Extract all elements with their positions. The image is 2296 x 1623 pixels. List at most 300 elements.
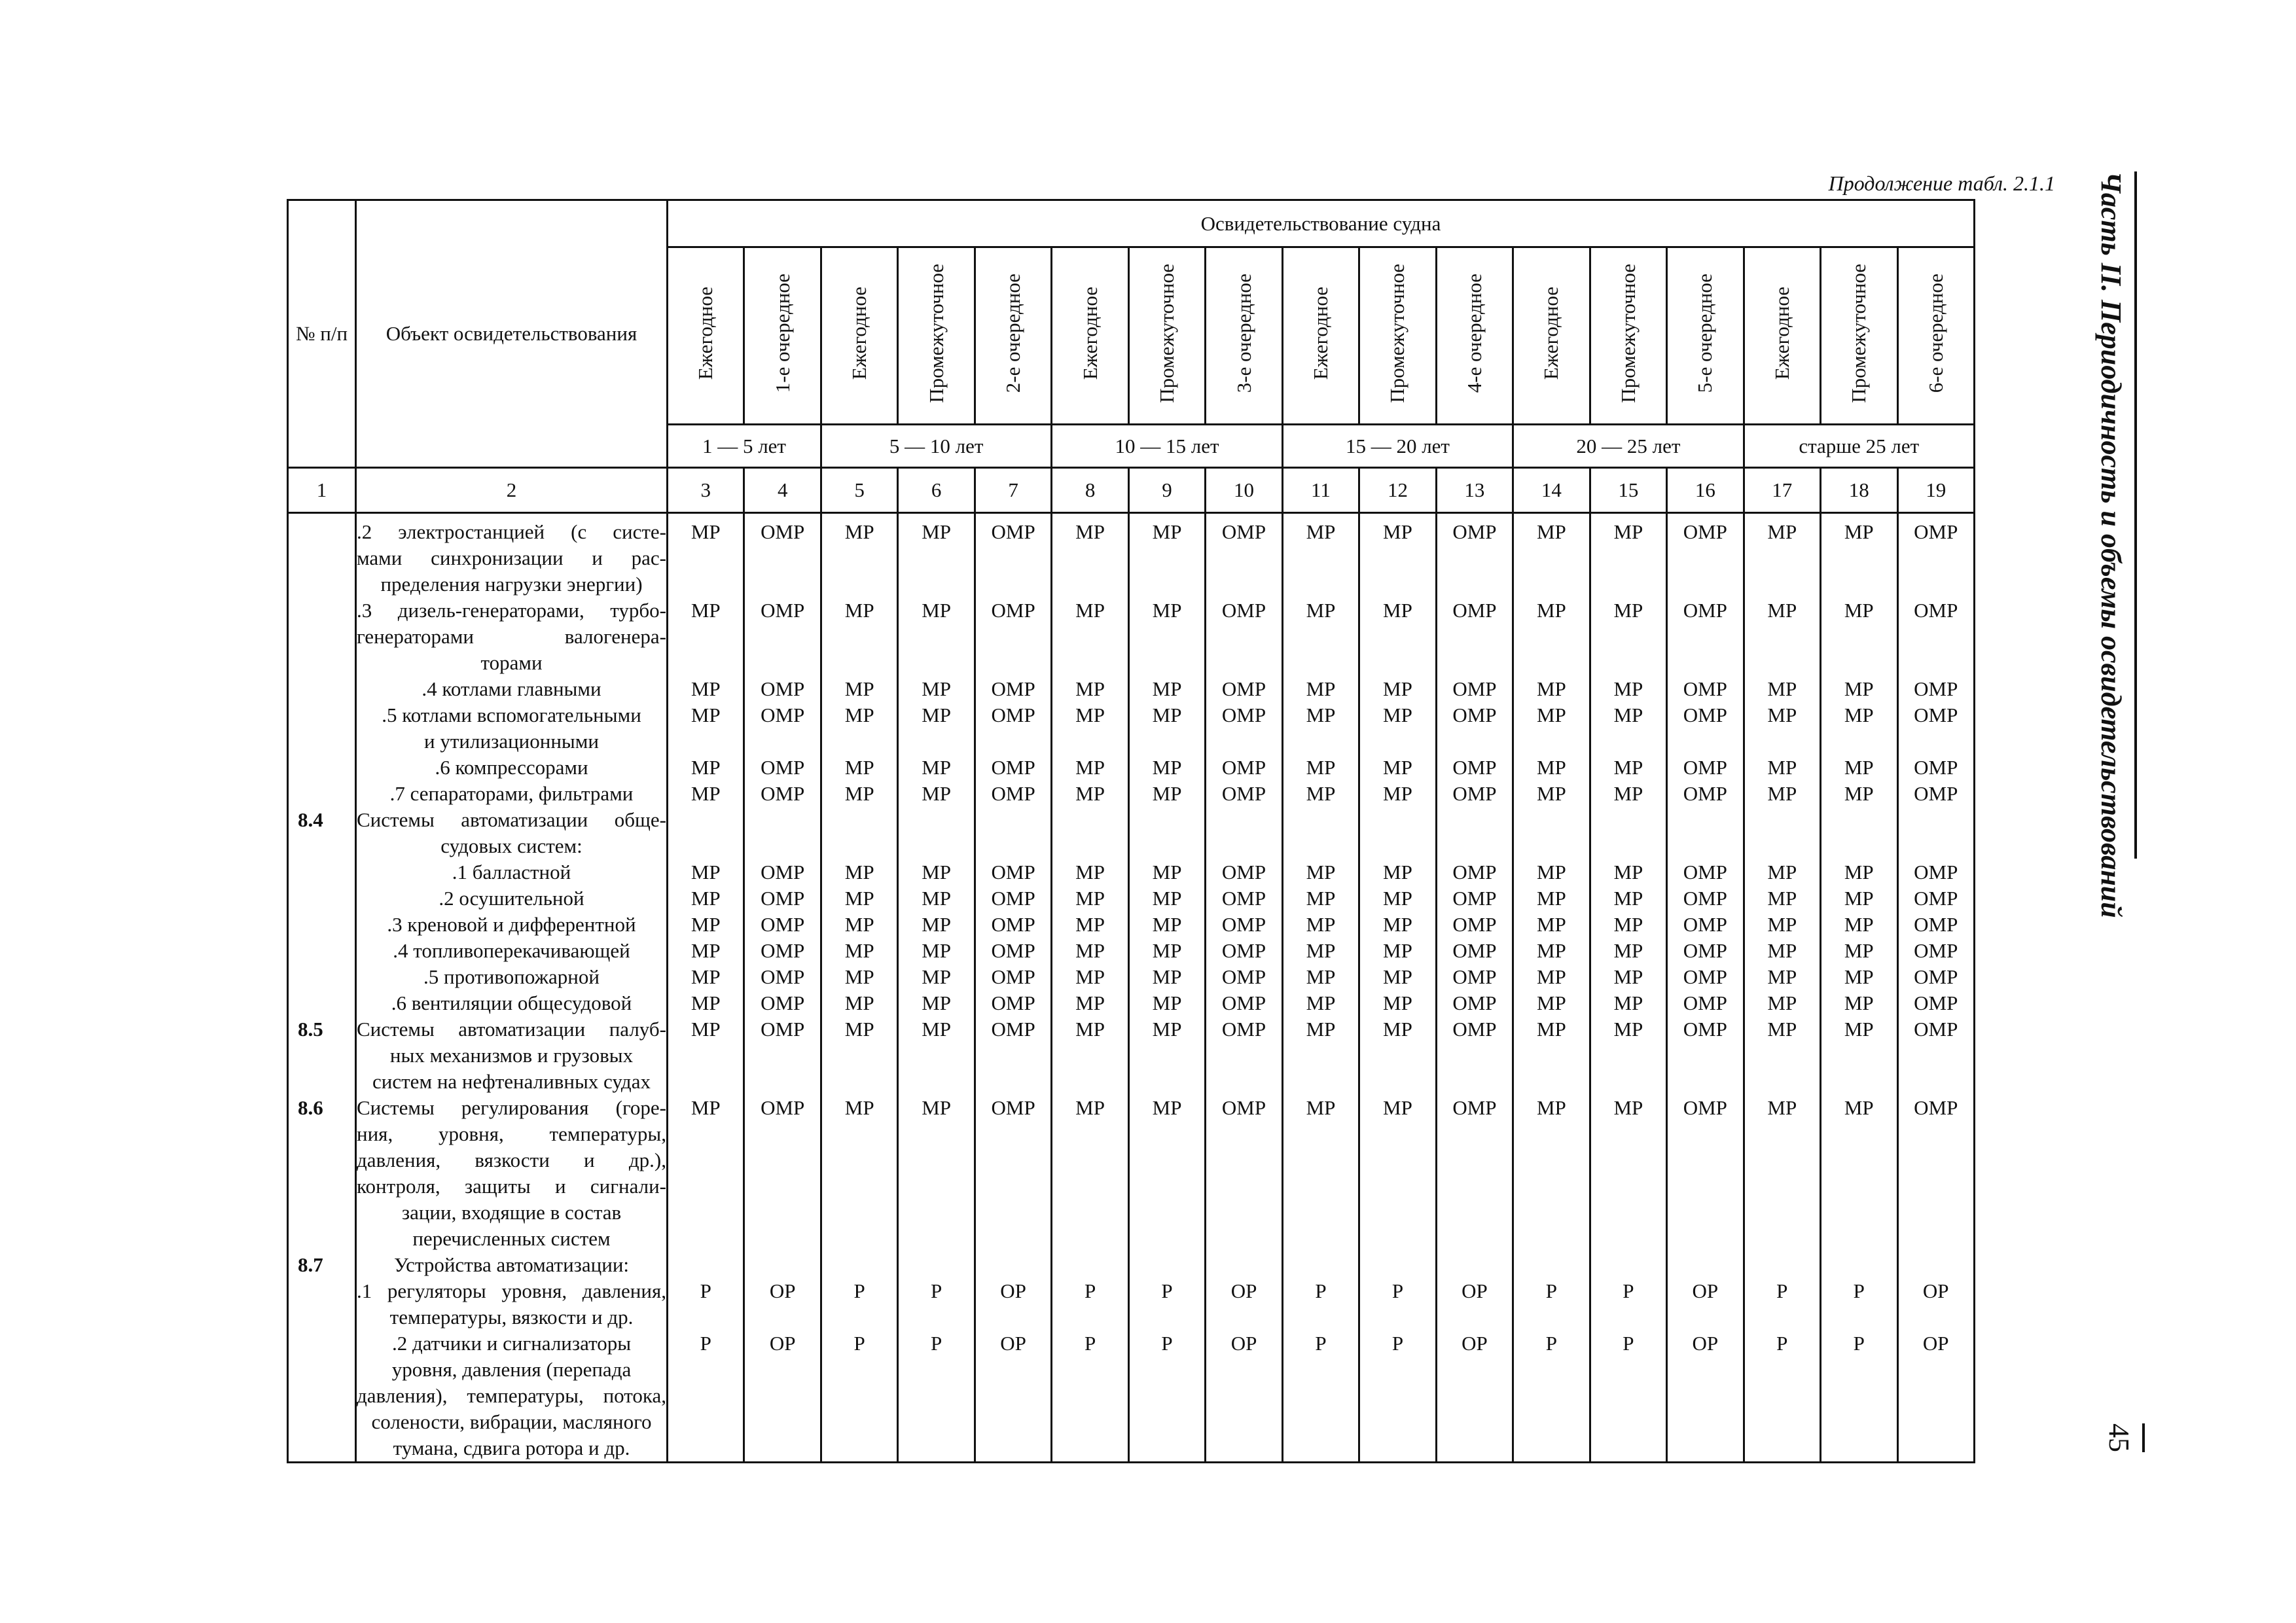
survey-value: [1899, 1383, 1974, 1409]
survey-type-header: [821, 247, 897, 425]
item-number: [289, 702, 355, 728]
survey-value: МР: [1075, 756, 1105, 779]
item-number: [289, 1330, 355, 1357]
survey-value-column: [1897, 513, 1975, 1463]
item-text-line: .6 вентиляции общесудовой: [391, 991, 632, 1014]
column-number: 16: [1667, 468, 1744, 513]
survey-value-column: [1359, 513, 1436, 1463]
survey-value: ОМР: [1452, 1096, 1497, 1119]
survey-value: [1591, 833, 1666, 859]
survey-value: ОМР: [1914, 756, 1958, 779]
survey-value: [1591, 571, 1666, 597]
survey-value: [822, 1147, 897, 1173]
item-number: [289, 912, 355, 938]
survey-type-header: [1206, 247, 1282, 425]
survey-value: МР: [844, 599, 874, 622]
survey-value: МР: [1767, 913, 1797, 936]
survey-value: [1821, 1357, 1896, 1383]
survey-value: МР: [1306, 1018, 1336, 1041]
survey-value: ОМР: [1452, 677, 1497, 700]
item-number: [289, 1226, 355, 1252]
column-number: 4: [744, 468, 821, 513]
item-text-line: зации, входящие в состав: [401, 1201, 622, 1224]
survey-value: [1437, 1069, 1512, 1095]
survey-value: [745, 833, 819, 859]
survey-value: [1052, 1043, 1127, 1069]
survey-value: МР: [1075, 704, 1105, 726]
item-number: [289, 1357, 355, 1383]
survey-value: ОМР: [1452, 913, 1497, 936]
survey-value: [668, 1357, 743, 1383]
survey-value: [976, 1357, 1050, 1383]
survey-value: [745, 545, 819, 571]
survey-value: МР: [1306, 677, 1336, 700]
survey-type-label: 4-е очередное: [1462, 273, 1486, 393]
survey-value: [1591, 1069, 1666, 1095]
item-text-line: .5 противопожарной: [423, 965, 600, 988]
survey-value: [1360, 545, 1435, 571]
survey-value: МР: [1844, 1018, 1874, 1041]
survey-value: ОМР: [991, 939, 1035, 962]
survey-value: [1514, 833, 1588, 859]
survey-value: МР: [1536, 520, 1566, 543]
survey-value: Р: [1776, 1279, 1788, 1302]
survey-value: [1591, 1121, 1666, 1147]
survey-value: [1668, 1435, 1742, 1461]
survey-value: МР: [1767, 782, 1797, 805]
survey-value: [1821, 833, 1896, 859]
survey-value-column: [1436, 513, 1513, 1463]
survey-value: [1668, 1252, 1742, 1278]
survey-value: [976, 1043, 1050, 1069]
survey-value: ОМР: [1221, 599, 1266, 622]
survey-value: ОМР: [1914, 887, 1958, 910]
survey-value: [1821, 1383, 1896, 1409]
survey-value: МР: [1075, 991, 1105, 1014]
survey-value-column: [1513, 513, 1590, 1463]
survey-value: [1821, 624, 1896, 650]
survey-value: [1591, 728, 1666, 755]
survey-value: [899, 833, 973, 859]
survey-value: [1437, 1435, 1512, 1461]
survey-value: МР: [1536, 965, 1566, 988]
survey-value: [1899, 1121, 1974, 1147]
survey-value: ОМР: [991, 599, 1035, 622]
survey-value: [1899, 571, 1974, 597]
item-number-column: [288, 513, 356, 1463]
survey-value: МР: [691, 756, 721, 779]
survey-value: [976, 728, 1050, 755]
survey-value: [668, 833, 743, 859]
survey-value: МР: [1536, 991, 1566, 1014]
survey-value: [1360, 1147, 1435, 1173]
survey-value: [1283, 1304, 1358, 1330]
survey-value: [1668, 1383, 1742, 1409]
survey-value: МР: [691, 939, 721, 962]
survey-type-label: 6-е очередное: [1924, 273, 1947, 393]
survey-value: МР: [1306, 520, 1336, 543]
survey-value: [1591, 545, 1666, 571]
survey-value: ОМР: [1452, 939, 1497, 962]
survey-value: МР: [1383, 756, 1412, 779]
survey-value: [1052, 1435, 1127, 1461]
survey-value: [1668, 571, 1742, 597]
survey-value: [1514, 807, 1588, 833]
survey-value: [1514, 1435, 1588, 1461]
survey-value: [1821, 807, 1896, 833]
survey-value: ОМР: [1452, 599, 1497, 622]
survey-value: МР: [922, 782, 952, 805]
survey-value: ОР: [1462, 1279, 1488, 1302]
survey-type-label: 2-е очередное: [1001, 273, 1025, 393]
item-text-line: давления, вязкости и др.),: [357, 1149, 666, 1171]
survey-value: МР: [1152, 965, 1182, 988]
survey-value: [1668, 1226, 1742, 1252]
survey-value: [1745, 1304, 1820, 1330]
survey-value: ОМР: [991, 861, 1035, 883]
survey-value: МР: [691, 677, 721, 700]
survey-value: [1283, 728, 1358, 755]
item-number: 8.6: [298, 1096, 323, 1119]
survey-value: [1899, 1252, 1974, 1278]
survey-value: [1668, 545, 1742, 571]
survey-value-column: [1590, 513, 1666, 1463]
column-number: 5: [821, 468, 897, 513]
survey-value: МР: [1306, 704, 1336, 726]
survey-value: [1130, 650, 1204, 676]
column-number: 7: [975, 468, 1051, 513]
survey-value: [822, 1200, 897, 1226]
survey-value: [1283, 833, 1358, 859]
survey-value: [1668, 1147, 1742, 1173]
survey-value: [1437, 650, 1512, 676]
survey-value: ОМР: [761, 861, 805, 883]
survey-value: МР: [1152, 704, 1182, 726]
survey-value: ОР: [1230, 1279, 1257, 1302]
survey-value: [1437, 1121, 1512, 1147]
survey-value: МР: [1844, 677, 1874, 700]
survey-value: [1745, 571, 1820, 597]
survey-value: [1206, 571, 1281, 597]
item-number: [289, 545, 355, 571]
survey-value: [1360, 728, 1435, 755]
survey-value: [1052, 1121, 1127, 1147]
survey-value: МР: [1152, 887, 1182, 910]
survey-value: [976, 624, 1050, 650]
survey-value: МР: [1767, 599, 1797, 622]
item-number: [289, 1435, 355, 1461]
survey-value: [745, 1383, 819, 1409]
survey-value: [899, 545, 973, 571]
survey-value: [899, 1226, 973, 1252]
item-text-line: судовых систем:: [440, 834, 583, 857]
age-group-header: 15 — 20 лет: [1282, 425, 1513, 468]
survey-value: Р: [1084, 1332, 1096, 1355]
survey-value: [822, 807, 897, 833]
survey-value: Р: [1853, 1279, 1865, 1302]
item-text-line: систем на нефтеналивных судах: [372, 1070, 651, 1093]
survey-type-header: [1436, 247, 1513, 425]
survey-value: [1206, 1304, 1281, 1330]
survey-value: [1206, 728, 1281, 755]
survey-value: [976, 1435, 1050, 1461]
survey-value: ОР: [769, 1332, 796, 1355]
survey-type-label: Промежуточное: [924, 263, 948, 403]
survey-value: [1668, 650, 1742, 676]
survey-value: [1821, 1304, 1896, 1330]
survey-value: [1514, 1226, 1588, 1252]
survey-value-column: [1282, 513, 1359, 1463]
survey-value: Р: [1623, 1332, 1634, 1355]
survey-value: МР: [1306, 887, 1336, 910]
survey-type-header: [898, 247, 975, 425]
survey-value: [1745, 1383, 1820, 1409]
survey-value: [1514, 1304, 1588, 1330]
survey-value: [1591, 1435, 1666, 1461]
survey-value: [1668, 728, 1742, 755]
survey-type-header: [1052, 247, 1128, 425]
survey-value: МР: [1075, 1096, 1105, 1119]
survey-value: ОМР: [991, 913, 1035, 936]
survey-value: ОМР: [761, 939, 805, 962]
survey-value: [822, 833, 897, 859]
survey-value: [1745, 624, 1820, 650]
column-number: 19: [1897, 468, 1975, 513]
survey-value: МР: [1844, 887, 1874, 910]
survey-value: [1206, 1357, 1281, 1383]
survey-value: [1052, 1147, 1127, 1173]
survey-type-header: [1897, 247, 1975, 425]
survey-value: МР: [1767, 1096, 1797, 1119]
survey-value: [1052, 833, 1127, 859]
survey-value: [1821, 1173, 1896, 1200]
survey-value: [1514, 624, 1588, 650]
survey-value: [1130, 624, 1204, 650]
item-text-line: .2 электростанцией (с систе-: [357, 520, 666, 543]
item-number: [289, 1278, 355, 1304]
survey-value: МР: [1767, 887, 1797, 910]
age-group-header: старше 25 лет: [1744, 425, 1974, 468]
survey-value: МР: [922, 1018, 952, 1041]
survey-value: [822, 1252, 897, 1278]
survey-value: ОМР: [991, 1096, 1035, 1119]
item-text-line: .2 осушительной: [439, 887, 584, 910]
survey-value: ОМР: [1914, 599, 1958, 622]
survey-value: [1899, 650, 1974, 676]
survey-value-column: [744, 513, 821, 1463]
item-number: [289, 964, 355, 990]
survey-value: ОМР: [1683, 913, 1727, 936]
survey-value: ОМР: [1452, 887, 1497, 910]
survey-value: МР: [1383, 704, 1412, 726]
survey-value-column: [821, 513, 897, 1463]
item-text-line: тумана, сдвига ротора и др.: [393, 1436, 630, 1459]
page-number: 45: [2102, 1423, 2145, 1452]
survey-value: [1821, 571, 1896, 597]
survey-value: МР: [691, 887, 721, 910]
item-text-line: .5 котлами вспомогательными: [382, 704, 641, 726]
survey-value: [1360, 1409, 1435, 1435]
survey-value: ОМР: [991, 887, 1035, 910]
survey-value: МР: [691, 991, 721, 1014]
survey-type-header: [744, 247, 821, 425]
item-text-line: .1 балластной: [452, 861, 571, 883]
survey-value: МР: [1613, 1018, 1643, 1041]
age-group-header: 5 — 10 лет: [821, 425, 1051, 468]
survey-value: [1745, 545, 1820, 571]
item-number: [289, 1200, 355, 1226]
survey-value-column: [1821, 513, 1897, 1463]
survey-value: [668, 1435, 743, 1461]
item-number: [289, 1043, 355, 1069]
survey-value: [1437, 624, 1512, 650]
survey-value: [668, 1409, 743, 1435]
column-number: 14: [1513, 468, 1590, 513]
survey-value: [1283, 1226, 1358, 1252]
survey-value: [1283, 1173, 1358, 1200]
survey-value: [1130, 1043, 1204, 1069]
survey-value: ОР: [1000, 1332, 1026, 1355]
survey-value: ОМР: [761, 782, 805, 805]
column-number: 15: [1590, 468, 1666, 513]
survey-value: МР: [1075, 913, 1105, 936]
survey-value: ОМР: [1683, 939, 1727, 962]
item-number: 8.7: [298, 1253, 323, 1276]
survey-value: [1899, 1069, 1974, 1095]
survey-value: [745, 1121, 819, 1147]
survey-value: [1360, 1200, 1435, 1226]
survey-value: МР: [1844, 861, 1874, 883]
survey-value: Р: [700, 1279, 711, 1302]
survey-value: ОМР: [1914, 991, 1958, 1014]
survey-value: [668, 1069, 743, 1095]
survey-value: ОМР: [1914, 1018, 1958, 1041]
survey-value: МР: [1536, 599, 1566, 622]
survey-value: МР: [1075, 520, 1105, 543]
survey-value: [1437, 1409, 1512, 1435]
survey-type-header: [1590, 247, 1666, 425]
survey-value: [1052, 1200, 1127, 1226]
survey-value: [1130, 833, 1204, 859]
survey-value: МР: [1306, 991, 1336, 1014]
survey-value-column: [1128, 513, 1205, 1463]
survey-value: МР: [844, 887, 874, 910]
survey-value: [1206, 1069, 1281, 1095]
survey-value: [1899, 728, 1974, 755]
survey-type-label: Промежуточное: [1847, 263, 1871, 403]
survey-value: ОМР: [1452, 756, 1497, 779]
survey-type-header: [975, 247, 1051, 425]
survey-value: МР: [1613, 704, 1643, 726]
item-text-line: .2 датчики и сигнализаторы: [391, 1332, 632, 1355]
survey-value: Р: [1853, 1332, 1865, 1355]
survey-value: [1591, 1304, 1666, 1330]
survey-value: [1283, 1252, 1358, 1278]
item-text-line: солености, вибрации, масляного: [371, 1410, 652, 1433]
survey-value: МР: [1844, 965, 1874, 988]
survey-value: ОМР: [1914, 965, 1958, 988]
survey-value: МР: [691, 704, 721, 726]
survey-value: МР: [1767, 756, 1797, 779]
survey-value: МР: [1844, 1096, 1874, 1119]
survey-value: МР: [1152, 520, 1182, 543]
item-number: [289, 1304, 355, 1330]
survey-value: ОР: [1230, 1332, 1257, 1355]
survey-value: Р: [1161, 1279, 1173, 1302]
item-number: [289, 833, 355, 859]
survey-value: Р: [1623, 1279, 1634, 1302]
survey-value: МР: [1152, 861, 1182, 883]
survey-value: МР: [1613, 756, 1643, 779]
column-number: 6: [898, 468, 975, 513]
survey-value: ОМР: [1683, 1096, 1727, 1119]
item-text-line: перечисленных систем: [412, 1227, 611, 1250]
survey-value: ОМР: [991, 1018, 1035, 1041]
age-group-header: 20 — 25 лет: [1513, 425, 1744, 468]
survey-value: МР: [1383, 913, 1412, 936]
survey-value: МР: [1383, 991, 1412, 1014]
survey-value: МР: [1613, 913, 1643, 936]
survey-value: [1745, 1357, 1820, 1383]
survey-value: МР: [691, 599, 721, 622]
survey-value: [1283, 545, 1358, 571]
survey-value: МР: [1075, 677, 1105, 700]
survey-value: [1130, 728, 1204, 755]
survey-value: МР: [922, 599, 952, 622]
item-number: [289, 990, 355, 1016]
survey-value: [1130, 1226, 1204, 1252]
survey-value: [1745, 1252, 1820, 1278]
survey-value: [822, 1304, 897, 1330]
survey-value: [1206, 1435, 1281, 1461]
survey-value: МР: [1844, 939, 1874, 962]
survey-value: [1668, 807, 1742, 833]
survey-value: [1745, 833, 1820, 859]
survey-value: [1130, 571, 1204, 597]
survey-value: ОМР: [761, 520, 805, 543]
survey-value: МР: [844, 704, 874, 726]
item-number: [289, 1409, 355, 1435]
survey-value: [899, 571, 973, 597]
survey-type-label: Промежуточное: [1616, 263, 1640, 403]
survey-value: [745, 571, 819, 597]
survey-value: [1283, 1357, 1358, 1383]
item-number: [289, 1383, 355, 1409]
survey-value: ОМР: [1452, 520, 1497, 543]
survey-type-header: [668, 247, 744, 425]
survey-value: МР: [922, 939, 952, 962]
survey-value: [976, 571, 1050, 597]
survey-value: ОМР: [991, 991, 1035, 1014]
survey-value: [1821, 650, 1896, 676]
survey-value: [1668, 1173, 1742, 1200]
item-text-line: ных механизмов и грузовых: [389, 1044, 634, 1067]
age-group-header: 10 — 15 лет: [1052, 425, 1282, 468]
survey-value: [1668, 1357, 1742, 1383]
survey-value: [822, 1409, 897, 1435]
survey-value: [1283, 1409, 1358, 1435]
survey-value: [1130, 545, 1204, 571]
survey-value: [822, 1173, 897, 1200]
survey-value: МР: [1383, 887, 1412, 910]
survey-value: МР: [1152, 599, 1182, 622]
survey-value: Р: [1545, 1279, 1558, 1302]
survey-value: [976, 1304, 1050, 1330]
survey-value: ОР: [1922, 1332, 1949, 1355]
survey-value: [1514, 545, 1588, 571]
survey-value: Р: [1315, 1279, 1327, 1302]
item-number: [289, 938, 355, 964]
